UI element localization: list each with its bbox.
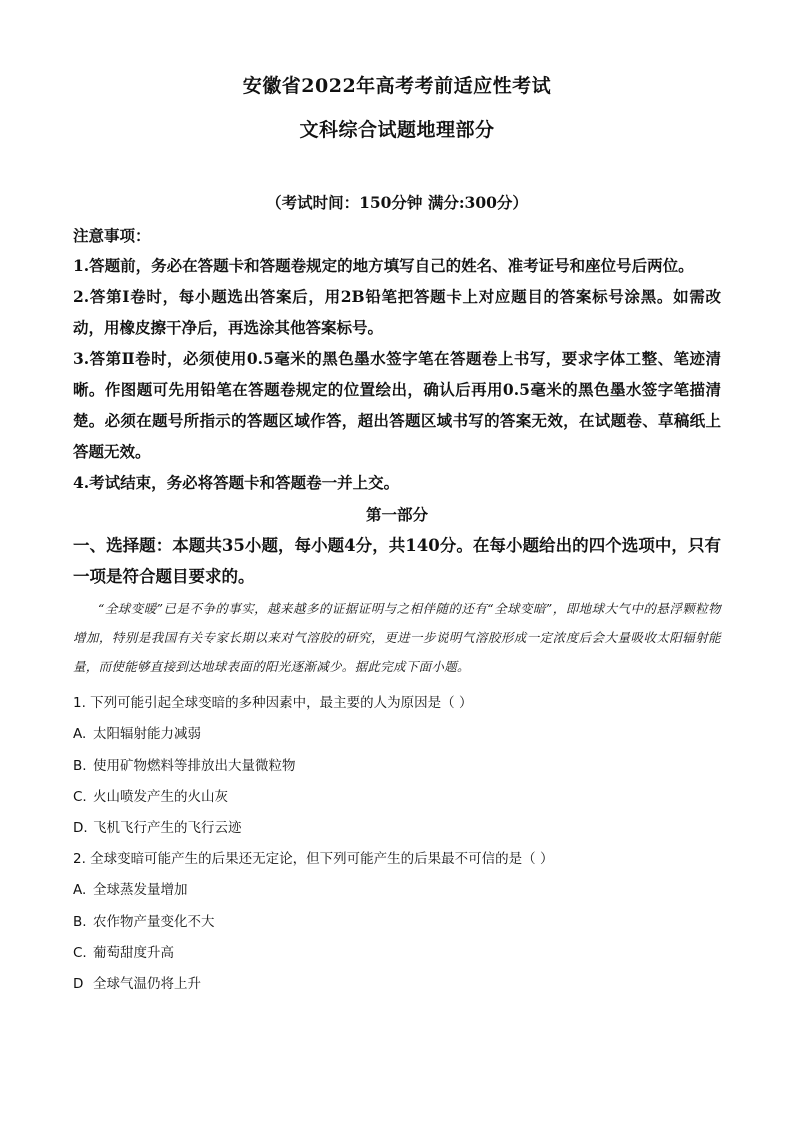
- option-letter: D.: [73, 820, 88, 836]
- option-letter: C.: [73, 789, 87, 805]
- question-1-stem: 1. 下列可能引起全球变暗的多种因素中，最主要的人为原因是（ ）: [73, 695, 473, 711]
- note-item-4: 4.考试结束，务必将答题卡和答题卷一并上交。: [73, 473, 400, 492]
- page-subtitle: 文科综合试题地理部分: [299, 119, 495, 141]
- option-text: 太阳辐射能力减弱: [93, 726, 201, 742]
- section-heading: 第一部分: [365, 505, 428, 524]
- question-2-option-b: [73, 910, 215, 930]
- option-letter: C.: [73, 945, 87, 961]
- notes-heading: 注意事项：: [73, 226, 151, 245]
- note-item-2: 2.答第Ⅰ卷时，每小题选出答案后，用2B铅笔把答题卡上对应题目的答案标号涂黑。如需改动，用橡皮擦干净后，再选涂其他答案标号。: [73, 287, 721, 337]
- question-1-option-b: [73, 754, 296, 774]
- page-title: 安徽省2022年高考考前适应性考试: [242, 75, 552, 97]
- question-1-option-d: [73, 816, 242, 836]
- option-letter: B.: [73, 758, 87, 774]
- note-item-3: 3.答第Ⅱ卷时，必须使用0.5毫米的黑色墨水签字笔在答题卷上书写，要求字体工整、笔迹清晰。作图题可先用铅笔在答题卷规定的位置绘出，确认后再用0.5毫米的黑色墨水签字笔描清楚。必须在题号所指示的答题区域作答，超出答题区域书写的答案无效，在试题卷、草稿纸上答题无效。: [73, 349, 721, 461]
- section-intro: 一、选择题：本题共35小题，每小题4分，共140分。在每小题给出的四个选项中，只有一项是符合题目要求的。: [73, 536, 721, 586]
- option-letter: A.: [73, 726, 87, 742]
- exam-time-info: （考试时间：150分钟 满分:300分）: [266, 193, 528, 212]
- note-item-1: 1.答题前，务必在答题卡和答题卷规定的地方填写自己的姓名、准考证号和座位号后两位。: [73, 256, 694, 275]
- question-2-option-d: [73, 972, 201, 992]
- question-1-option-c: [73, 785, 228, 805]
- option-text: 葡萄甜度升高: [93, 945, 174, 961]
- option-letter: B.: [73, 914, 87, 930]
- question-2-option-c: [73, 941, 174, 961]
- option-text: 使用矿物燃料等排放出大量微粒物: [93, 758, 296, 774]
- question-2-option-a: [73, 878, 188, 898]
- reading-material: “全球变暖”已是不争的事实，越来越多的证据证明与之相伴随的还有“全球变暗”，即地球大气中的悬浮颗粒物增加，特别是我国有关专家长期以来对气溶胶的研究，更进一步说明气溶胶形成一定浓度后会大量吸收太阳辐射能量，而使能够直接到达地球表面的阳光逐渐减少。据此完成下面小题。: [73, 601, 721, 674]
- option-text: 全球蒸发量增加: [93, 882, 188, 898]
- question-1-option-a: [73, 722, 201, 742]
- option-text: 飞机飞行产生的飞行云迹: [93, 820, 242, 836]
- option-letter: A.: [73, 882, 87, 898]
- option-text: 火山喷发产生的火山灰: [93, 789, 228, 805]
- option-text: 全球气温仍将上升: [93, 976, 201, 992]
- option-text: 农作物产量变化不大: [93, 914, 215, 930]
- question-2-stem: 2. 全球变暗可能产生的后果还无定论，但下列可能产生的后果最不可信的是（ ）: [73, 851, 554, 867]
- option-letter: D: [73, 976, 84, 992]
